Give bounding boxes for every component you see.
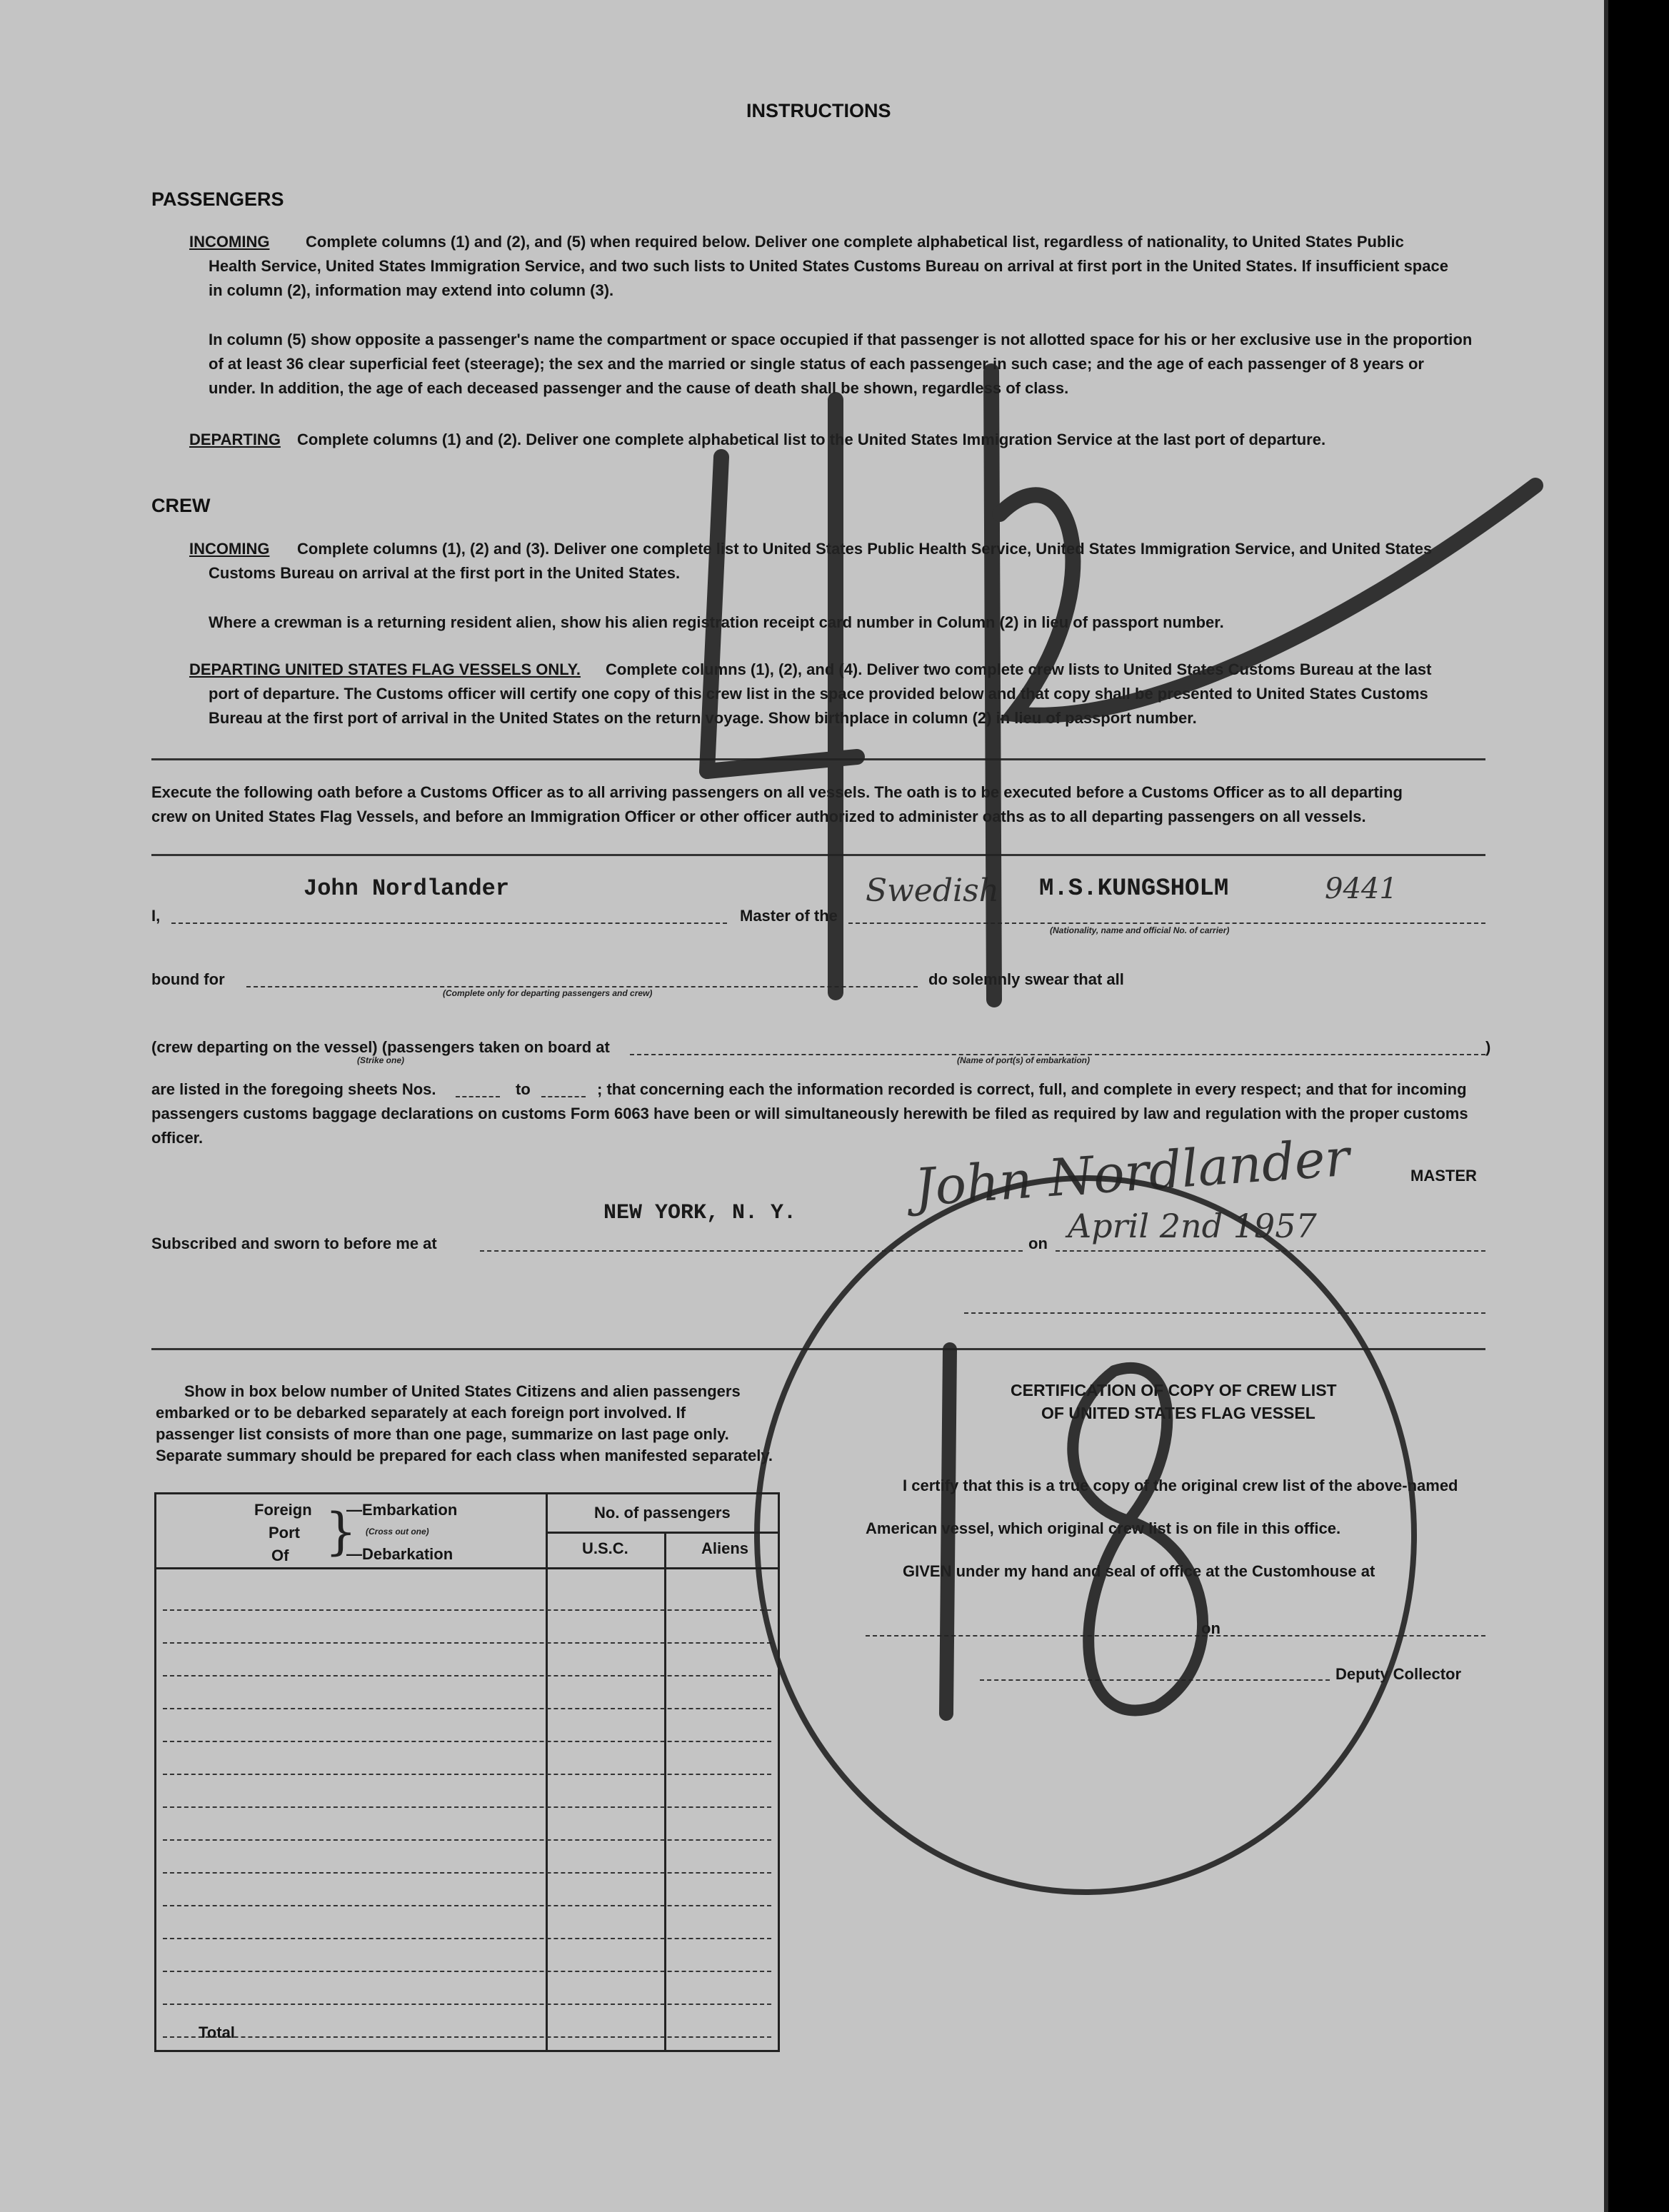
number-1-stroke — [991, 371, 994, 1000]
crew-departing-text: (crew departing on the vessel) (passengers taken on board at — [151, 1038, 610, 1056]
summary-line: Separate summary should be prepared for each class when manifested separately. — [156, 1447, 773, 1464]
cert-title: CERTIFICATION OF COPY OF CREW LIST — [1011, 1381, 1337, 1399]
number-4-stroke — [707, 457, 721, 771]
circle-stroke — [757, 1178, 1414, 1892]
official-number: 9441 — [1325, 873, 1398, 905]
master-of-label: Master of the — [740, 907, 838, 925]
crew-alien-text: Where a crewman is a returning resident alien, show his alien registration receipt card number in Column (2) in lieu of passport number. — [209, 613, 1224, 631]
nationality-caption: (Nationality, name and official No. of carrier) — [1050, 925, 1230, 935]
bound-for-label: bound for — [151, 970, 225, 988]
brace-icon: } — [325, 1502, 357, 1561]
bound-caption: (Complete only for departing passengers and crew) — [443, 988, 653, 998]
page-title: INSTRUCTIONS — [746, 100, 891, 121]
master-label: MASTER — [1410, 1167, 1477, 1185]
oath-line2: passengers customs baggage declarations on customs Form 6063 have been or will simultaneously herewith be filed as required by law and regulation with the proper customs — [151, 1105, 1468, 1122]
number-1-stroke — [946, 1349, 950, 1714]
deputy-label: Deputy Collector — [1335, 1665, 1462, 1683]
summary-line: Show in box below number of United States Citizens and alien passengers — [184, 1382, 741, 1400]
passengers-incoming-line: Complete columns (1) and (2), and (5) when required below. Deliver one complete alphabetical list, regardless of nationality, to United States Public — [306, 233, 1404, 251]
table-aliens-header: Aliens — [701, 1539, 749, 1557]
oath-intro-line: crew on United States Flag Vessels, and before an Immigration Officer or other officer authorized to administer oaths as to all departing passengers on all vessels. — [151, 808, 1366, 825]
vessel-name: M.S.KUNGSHOLM — [1039, 875, 1229, 903]
table-usc-header: U.S.C. — [582, 1539, 628, 1557]
passengers-incoming-label: INCOMING — [189, 233, 270, 251]
subscribed-place: NEW YORK, N. Y. — [603, 1201, 797, 1225]
oath-i-label: I, — [151, 907, 161, 925]
cert-line: GIVEN under my hand and seal of office at the Customhouse at — [903, 1562, 1375, 1580]
number-8-stroke — [1073, 1368, 1203, 1711]
table-cross-out: (Cross out one) — [366, 1527, 429, 1537]
table-embarkation: —Embarkation — [346, 1501, 458, 1519]
crew-departing-line: Complete columns (1), (2), and (4). Deliver two complete crew lists to United States Customs Bureau at the last — [606, 660, 1432, 678]
master-signature: John Nordlander — [912, 1127, 1352, 1218]
summary-line: passenger list consists of more than one page, summarize on last page only. — [156, 1425, 729, 1443]
on-label: on — [1028, 1235, 1048, 1252]
nationality-value: Swedish — [866, 873, 999, 909]
crew-departing-label: DEPARTING UNITED STATES FLAG VESSELS ONLY. — [189, 660, 581, 678]
strike-one-caption: (Strike one) — [357, 1055, 405, 1065]
oath-line3: officer. — [151, 1129, 204, 1147]
crew-departing-line: port of departure. The Customs officer will certify one copy of this crew list in the space provided below and that copy shall be presented to United States Customs — [209, 685, 1428, 703]
number-2-stroke — [1000, 486, 1535, 715]
passengers-incoming-line: Health Service, United States Immigration Service, and two such lists to United States Customs Bureau on arrival at first port in the United States. If insufficient space — [209, 257, 1448, 275]
passengers-heading: PASSENGERS — [151, 188, 284, 210]
table-col1-line: Foreign — [254, 1501, 312, 1519]
swear-text: do solemnly swear that all — [928, 970, 1124, 988]
listed-label: are listed in the foregoing sheets Nos. — [151, 1080, 436, 1098]
table-passengers-header: No. of passengers — [594, 1504, 731, 1522]
master-name: John Nordlander — [304, 875, 510, 902]
passengers-incoming-line: in column (2), information may extend into column (3). — [209, 281, 614, 299]
table-col1-line: Port — [269, 1524, 300, 1542]
listed-rest: ; that concerning each the information recorded is correct, full, and complete in every respect; and that for incoming — [597, 1080, 1467, 1098]
subscribed-label: Subscribed and sworn to before me at — [151, 1235, 437, 1252]
crew-heading: CREW — [151, 495, 211, 516]
column5-line: In column (5) show opposite a passenger's name the compartment or space occupied if that passenger is not allotted space for his or her exclusive use in the proportion — [209, 331, 1473, 348]
passengers-departing-text: Complete columns (1) and (2). Deliver one complete alphabetical list to the United States Immigration Service at the last port of departure. — [297, 431, 1326, 448]
table-total-label: Total — [199, 2024, 235, 2041]
summary-line: embarked or to be debarked separately at each foreign port involved. If — [156, 1404, 686, 1422]
cert-title: OF UNITED STATES FLAG VESSEL — [1041, 1404, 1315, 1422]
cert-line: I certify that this is a true copy of the original crew list of the above-named — [903, 1477, 1458, 1494]
crew-incoming-line: Customs Bureau on arrival at the first port in the United States. — [209, 564, 681, 582]
cert-line: American vessel, which original crew list is on file in this office. — [866, 1519, 1341, 1537]
oath-intro-line: Execute the following oath before a Customs Officer as to all arriving passengers on all vessels. The oath is to be executed before a Customs Officer as to all departing — [151, 783, 1403, 801]
crew-incoming-line: Complete columns (1), (2) and (3). Deliver one complete list to United States Public Health Service, United States Immigration Service, and United States — [297, 540, 1433, 558]
port-caption: (Name of port(s) of embarkation) — [957, 1055, 1091, 1065]
table-col1-line: Of — [271, 1547, 289, 1564]
column5-line: of at least 36 clear superficial feet (steerage); the sex and the married or single status of each passenger in such case; and the age of each passenger of 8 years or — [209, 355, 1424, 373]
cert-on-label: on — [1201, 1619, 1221, 1637]
column5-line: under. In addition, the age of each deceased passenger and the cause of death shall be shown, regardless of class. — [209, 379, 1069, 397]
passengers-departing-label: DEPARTING — [189, 431, 281, 448]
crew-incoming-label: INCOMING — [189, 540, 270, 558]
oath-date: April 2nd 1957 — [1068, 1207, 1317, 1245]
to-label: to — [516, 1080, 531, 1098]
crew-departing-line: Bureau at the first port of arrival in the United States on the return voyage. Show birthplace in column (2) in lieu of passport number. — [209, 709, 1197, 727]
close-paren: ) — [1485, 1038, 1491, 1056]
table-debarkation: —Debarkation — [346, 1545, 453, 1563]
